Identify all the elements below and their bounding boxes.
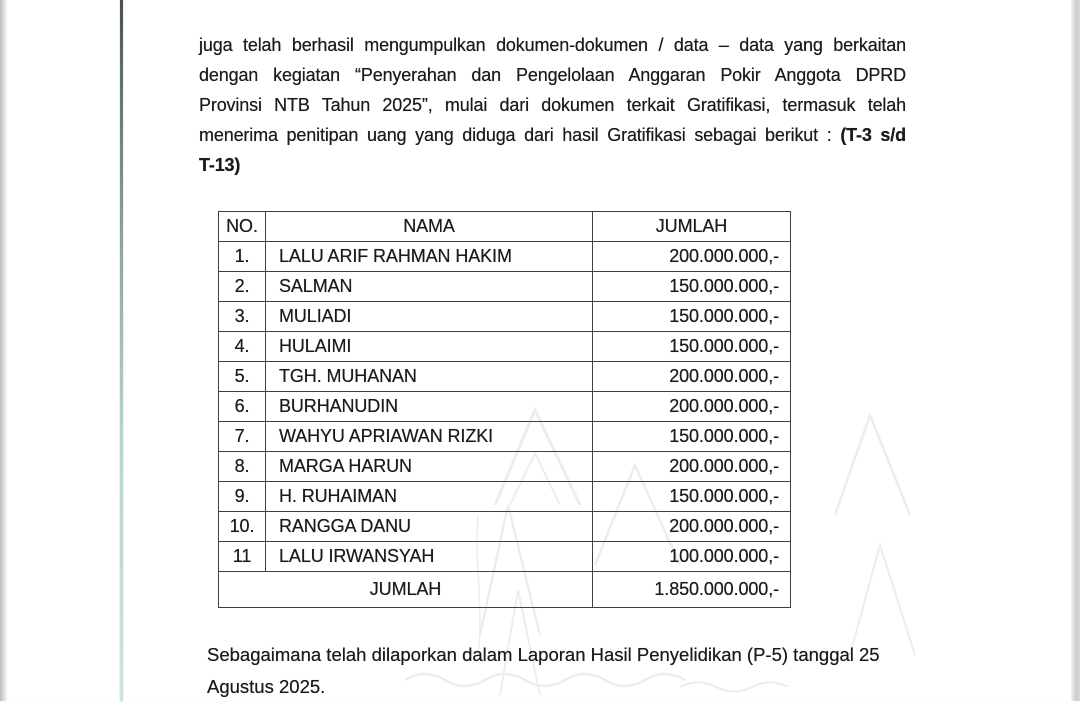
- total-amount: 1.850.000.000,-: [593, 572, 791, 608]
- photo-right-edge: [1071, 0, 1080, 701]
- row-nama: RANGGA DANU: [266, 512, 593, 542]
- intro-line: juga telah berhasil mengumpulkan dokumen-dokumen / data – data yang berkaitan: [199, 35, 906, 55]
- row-no: 5.: [219, 362, 266, 392]
- table-row: [219, 242, 791, 272]
- intro-line: Provinsi NTB Tahun 2025”, mulai dari dokumen terkait Gratifikasi, termasuk telah: [199, 95, 906, 115]
- row-no: 3.: [219, 302, 266, 332]
- gratification-amount-table: [218, 211, 791, 608]
- table-row: [219, 452, 791, 482]
- row-nama: TGH. MUHANAN: [266, 362, 593, 392]
- intro-line: T-13): [199, 155, 241, 175]
- table-total-row: [219, 572, 791, 608]
- row-nama: BURHANUDIN: [266, 392, 593, 422]
- row-jumlah: 150.000.000,-: [593, 272, 791, 302]
- header-no: NO.: [219, 212, 266, 242]
- table-row: [219, 482, 791, 512]
- table-row: [219, 272, 791, 302]
- row-jumlah: 200.000.000,-: [593, 392, 791, 422]
- row-jumlah: 150.000.000,-: [593, 422, 791, 452]
- table-row: [219, 302, 791, 332]
- row-jumlah: 200.000.000,-: [593, 452, 791, 482]
- row-no: 8.: [219, 452, 266, 482]
- row-jumlah: 200.000.000,-: [593, 242, 791, 272]
- row-jumlah: 100.000.000,-: [593, 542, 791, 572]
- table-row: [219, 332, 791, 362]
- table-row: [219, 362, 791, 392]
- intro-line: menerima penitipan uang yang diduga dari hasil Gratifikasi sebagai berikut : (T-3 s/d: [199, 125, 906, 145]
- photo-left-edge: [0, 0, 7, 701]
- row-nama: WAHYU APRIAWAN RIZKI: [266, 422, 593, 452]
- row-nama: SALMAN: [266, 272, 593, 302]
- row-nama: HULAIMI: [266, 332, 593, 362]
- row-jumlah: 200.000.000,-: [593, 362, 791, 392]
- row-no: 9.: [219, 482, 266, 512]
- table-row: [219, 392, 791, 422]
- row-nama: MARGA HARUN: [266, 452, 593, 482]
- intro-paragraph: [199, 30, 906, 180]
- row-jumlah: 150.000.000,-: [593, 482, 791, 512]
- row-no: 11: [219, 542, 266, 572]
- table-row: [219, 512, 791, 542]
- row-nama: H. RUHAIMAN: [266, 482, 593, 512]
- table-header-row: [219, 212, 791, 242]
- total-label: JUMLAH: [219, 572, 593, 608]
- page-fold-line: [120, 0, 123, 701]
- closing-line: Sebagaimana telah dilaporkan dalam Laporan Hasil Penyelidikan (P-5) tanggal 25: [207, 644, 880, 665]
- closing-line: Agustus 2025.: [207, 676, 326, 697]
- intro-line: dengan kegiatan “Penyerahan dan Pengelolaan Anggaran Pokir Anggota DPRD: [199, 65, 906, 85]
- header-jumlah: JUMLAH: [593, 212, 791, 242]
- row-jumlah: 150.000.000,-: [593, 302, 791, 332]
- table-row: [219, 542, 791, 572]
- row-no: 7.: [219, 422, 266, 452]
- table-row: [219, 422, 791, 452]
- row-no: 4.: [219, 332, 266, 362]
- row-no: 2.: [219, 272, 266, 302]
- closing-paragraph: [207, 639, 927, 703]
- row-nama: MULIADI: [266, 302, 593, 332]
- row-no: 1.: [219, 242, 266, 272]
- row-no: 6.: [219, 392, 266, 422]
- row-jumlah: 200.000.000,-: [593, 512, 791, 542]
- row-nama: LALU IRWANSYAH: [266, 542, 593, 572]
- row-nama: LALU ARIF RAHMAN HAKIM: [266, 242, 593, 272]
- header-nama: NAMA: [266, 212, 593, 242]
- row-no: 10.: [219, 512, 266, 542]
- row-jumlah: 150.000.000,-: [593, 332, 791, 362]
